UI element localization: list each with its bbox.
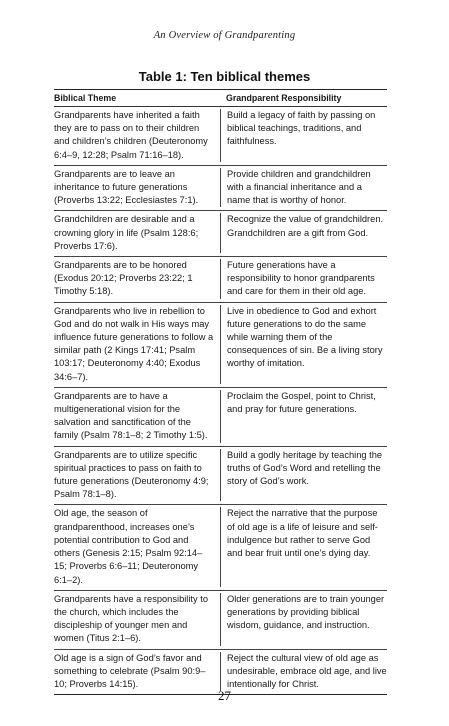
- running-head: An Overview of Grandparenting: [153, 30, 296, 41]
- responsibility-cell: Reject the narrative that the purpose of old age is a life of leisure and self-indulgence but rather to serve God and bear fruit until one’s dying day.: [220, 507, 387, 586]
- responsibility-cell: Recognize the value of grandchildren. Grandchildren are a gift from God.: [220, 213, 387, 253]
- responsibility-cell: Future generations have a responsibility to honor grandparents and care for them in their old age.: [220, 259, 387, 299]
- themes-table: [54, 89, 387, 695]
- theme-cell: Grandparents are to leave an inheritance to future generations (Proverbs 13:22; Ecclesiastes 7:1).: [54, 168, 199, 206]
- table-header-row: [54, 90, 387, 107]
- table-row: [54, 505, 387, 590]
- theme-cell: Old age, the season of grandparenthood, increases one’s potential contribution to God and others (Genesis 2:15; Psalm 92:14–15; Proverbs 6:6–11; Deuteronomy 6:1–2).: [54, 508, 203, 585]
- theme-cell: Grandparents are to utilize specific spiritual practices to pass on faith to future generations (Deuteronomy 4:9; Psalm 78:1–8).: [54, 449, 209, 500]
- table-row: [54, 388, 387, 447]
- responsibility-cell: Proclaim the Gospel, point to Christ, and pray for future generations.: [220, 390, 387, 443]
- table-row: [54, 107, 387, 166]
- theme-cell: Old age is a sign of God’s favor and something to celebrate (Psalm 90:9–10; Proverbs 14:15).: [54, 652, 206, 689]
- responsibility-cell: Build a legacy of faith by passing on biblical teachings, traditions, and faithfulness.: [220, 109, 387, 162]
- theme-cell: Grandparents are to have a multigenerational vision for the salvation and sanctification of the family (Psalm 78:1–8; 2 Timothy 1:5).: [54, 390, 208, 441]
- page-number: 27: [218, 688, 231, 703]
- responsibility-cell: Older generations are to train younger generations by providing biblical wisdom, guidance, and instruction.: [220, 593, 387, 646]
- theme-cell: Grandparents have inherited a faith they are to pass on to their children and children’s children (Deuteronomy 6:4–9, 12:28; Psalm 71:16–18).: [54, 110, 208, 160]
- table-row: [54, 303, 387, 388]
- table-row: [54, 591, 387, 650]
- theme-cell: Grandchildren are desirable and a crowning glory in life (Psalm 128:6; Proverbs 17:6).: [54, 214, 199, 251]
- table-row: [54, 211, 387, 257]
- responsibility-cell: Live in obedience to God and exhort future generations to do the same while warning them of the consequences of sin. Be a living story worthy of imitation.: [220, 305, 387, 384]
- responsibility-cell: Provide children and grandchildren with a financial inheritance and a name that is worthy of honor.: [220, 168, 387, 208]
- responsibility-cell: Reject the cultural view of old age as undesirable, embrace old age, and live intentionally for Christ.: [220, 652, 387, 692]
- column-header-responsibility: Grandparent Responsibility: [226, 93, 342, 103]
- table-row: [54, 166, 387, 212]
- column-header-theme: Biblical Theme: [54, 93, 117, 103]
- table-row: [54, 257, 387, 303]
- table-row: [54, 447, 387, 506]
- theme-cell: Grandparents are to be honored (Exodus 20:12; Proverbs 23:22; 1 Timothy 5:18).: [54, 260, 193, 297]
- theme-cell: Grandparents who live in rebellion to God and do not walk in His ways may influence future generations to follow a similar path (2 Kings 17:41; Psalm 103:17; Deuteronomy 4:40; Exodus 34:6–7).: [54, 305, 214, 382]
- table-title: Table 1: Ten biblical themes: [138, 69, 311, 84]
- responsibility-cell: Build a godly heritage by teaching the truths of God’s Word and retelling the story of God’s work.: [220, 449, 387, 502]
- theme-cell: Grandparents have a responsibility to the church, which includes the discipleship of younger men and women (Titus 2:1–6).: [54, 593, 209, 644]
